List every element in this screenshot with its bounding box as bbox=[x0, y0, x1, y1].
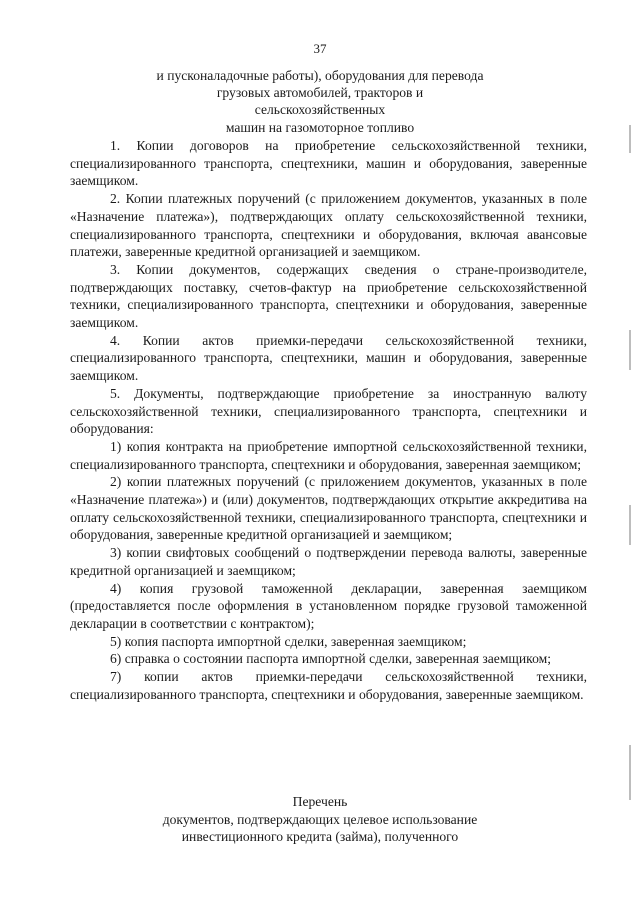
scan-edge-mark bbox=[629, 505, 631, 545]
document-body bbox=[70, 137, 587, 704]
list-item: 3. Копии документов, содержащих сведения о стране-производителе, подтверждающих поставку, счетов-фактур на приобретение сельскохозяйственной техники, специализированного транспорта, спецтехники и оборудования, заверенные заемщиком. bbox=[70, 261, 587, 331]
heading-line: машин на газомоторное топливо bbox=[225, 119, 415, 135]
scan-edge-mark bbox=[629, 330, 631, 370]
sub-list-item: 5) копия паспорта импортной сделки, заверенная заемщиком; bbox=[110, 633, 467, 649]
heading-line: и пусконаладочные работы), оборудования для перевода bbox=[156, 68, 484, 83]
list-item: 2. Копии платежных поручений (с приложением документов, указанных в поле «Назначение платежа»), подтверждающих оплату сельскохозяйственной техники, специализированного транспорта, спецтехники и оборудования, включая авансовые платежи, заверенные кредитной организацией и заемщиком. bbox=[70, 191, 587, 260]
scan-edge-mark bbox=[629, 745, 631, 800]
list-item: 1. Копии договоров на приобретение сельскохозяйственной техники, специализированного транспорта, спецтехники, машин и оборудования, заверенные заемщиком. bbox=[70, 138, 587, 189]
list-item: 5. Документы, подтверждающие приобретение за иностранную валюту сельскохозяйственной техники, специализированного транспорта, спецтехники и оборудования: bbox=[70, 385, 587, 437]
page-number: 37 bbox=[313, 41, 327, 56]
sub-list-item: 3) копии свифтовых сообщений о подтверждении перевода валюты, заверенные кредитной организацией и заемщиком; bbox=[70, 545, 587, 578]
heading-line: грузовых автомобилей, тракторов и сельскохозяйственных bbox=[216, 85, 424, 118]
sub-list-item: 6) справка о состоянии паспорта импортной сделки, заверенная заемщиком; bbox=[110, 651, 551, 667]
sub-list-item: 1) копия контракта на приобретение импортной сельскохозяйственной техники, специализированного транспорта, спецтехники и оборудования, заверенная заемщиком; bbox=[70, 438, 587, 472]
heading-line: документов, подтверждающих целевое использование bbox=[162, 811, 478, 827]
heading-line: Перечень bbox=[292, 794, 348, 809]
sub-list-item: 4) копия грузовой таможенной декларации, заверенная заемщиком (предоставляется после оформления в установленном порядке грузовой таможенной декларации в соответствии с контрактом); bbox=[70, 580, 587, 631]
list-item: 4. Копии актов приемки-передачи сельскохозяйственной техники, специализированного транспорта, спецтехники, машин и оборудования, заверенные заемщиком. bbox=[70, 332, 587, 384]
heading-line: инвестиционного кредита (займа), полученного bbox=[181, 829, 459, 844]
scan-edge-mark bbox=[629, 125, 631, 153]
section-heading bbox=[150, 67, 490, 136]
sub-list-item: 7) копии актов приемки-передачи сельскохозяйственной техники, специализированного транспорта, спецтехники и оборудования, заверенные заемщиком. bbox=[70, 669, 587, 702]
sub-list-item: 2) копии платежных поручений (с приложением документов, указанных в поле «Назначение платежа») и (или) документов, подтверждающих открытие аккредитива на оплату сельскохозяйственной техники, специализированного транспорта, спецтехники и оборудования, заверенные кредитной организацией и заемщиком; bbox=[70, 474, 587, 543]
list-heading bbox=[150, 793, 490, 846]
